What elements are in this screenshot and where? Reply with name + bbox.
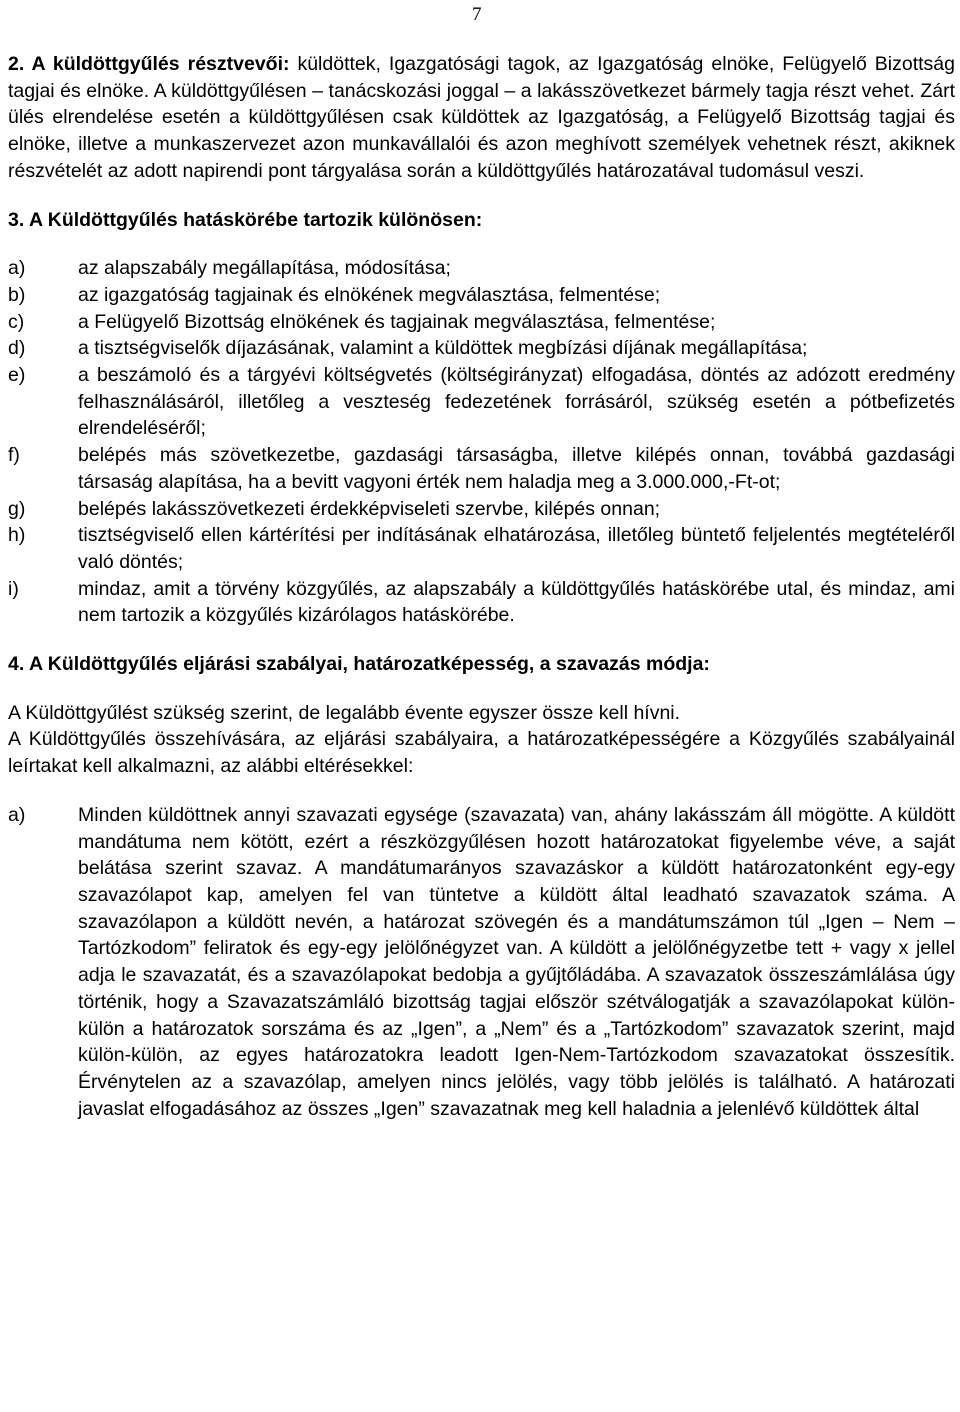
list-item: f) belépés más szövetkezetbe, gazdasági társaságba, illetve kilépés onnan, továbbá gazdasági társaság alapítása, ha a bevitt vagyoni érték nem haladja meg a 3.000.000,-Ft-ot; <box>8 444 955 493</box>
list-item: c) a Felügyelő Bizottság elnökének és tagjainak megválasztása, felmentése; <box>8 310 716 333</box>
list-item: a) Minden küldöttnek annyi szavazati egysége (szavazata) van, ahány lakásszám áll mögötte. A küldött mandátuma nem kötött, ezért a részközgyűlésen hozott határozatokat figyelembe véve, a saját belátása szerint szavaz. A mandátumarányos szavazáskor a küldött határozatonként egy-egy szavazólapot kap, amelyen fel van tüntetve a küldött által leadható szavazatok száma. A szavazólapon a küldött nevén, a határozat szövegén és a mandátumszámon túl „Igen – Nem – Tartózkodom” feliratok és egy-egy jelölőnégyzet van. A küldött a jelölőnégyzetbe tett + vagy x jellel adja le szavazatát, és a szavazólapokat bedobja a gyűjtőládába. A szavazatok összeszámlálása úgy történik, hogy a Szavazatszámláló bizottság tagjai először szétválogatják a szavazólapokat külön-külön a határozatok sorszáma és az „Igen”, a „Nem” és a „Tartózkodom” szavazatok szerint, majd külön-külön, az egyes határozatokra leadott Igen-Nem-Tartózkodom szavazatokat összesítik. Érvénytelen az a szavazólap, amelyen nincs jelölés, vagy több jelölés is található. A határozati javaslat elfogadásához az összes „Igen” szavazatnak meg kell haladnia a jelenlévő küldöttek által <box>8 803 955 1120</box>
page-number: 7 <box>472 4 482 25</box>
list-item: h) tisztségviselő ellen kártérítési per indításának elhatározása, illetőleg büntető feljelentés megtételéről való döntés; <box>8 524 955 573</box>
section-4-paragraph-2: A Küldöttgyűlés összehívására, az eljárási szabályaira, a határozatképességére a Közgyűlés szabályainál leírtakat kell alkalmazni, az alábbi eltérésekkel: <box>8 728 955 778</box>
section-3-list <box>8 255 955 629</box>
section-2-text: küldöttek, Igazgatósági tagok, az Igazgatóság elnöke, Felügyelő Bizottság tagjai és elnöke. A küldöttgyűlésen – tanácskozási joggal – a lakásszövetkezet bármely tagja részt vehet. Zárt ülés elrendelése esetén a küldöttgyűlésen csak küldöttek az Igazgatóság, a Felügyelő Bizottság tagjai és elnöke, illetve a munkaszervezet azon munkavállalói és azon meghívott személyek vehetnek részt, akiknek részvételét az adott napirendi pont tárgyalása során a küldöttgyűlés határozatával tudomásul veszi. <box>8 53 955 182</box>
list-item: d) a tisztségviselők díjazásának, valamint a küldöttek megbízási díjának megállapítása; <box>8 337 808 360</box>
list-item: a) az alapszabály megállapítása, módosítása; <box>8 257 451 280</box>
list-item: b) az igazgatóság tagjainak és elnökének megválasztása, felmentése; <box>8 283 661 306</box>
section-2-heading: 2. A küldöttgyűlés résztvevői: <box>8 53 290 75</box>
section-3-heading: 3. A Küldöttgyűlés hatáskörébe tartozik különösen: <box>8 208 483 231</box>
section-2-paragraph <box>8 51 955 185</box>
section-4-heading: 4. A Küldöttgyűlés eljárási szabályai, határozatképesség, a szavazás módja: <box>8 653 710 676</box>
section-4-list <box>8 802 955 1122</box>
list-item: e) a beszámoló és a tárgyévi költségvetés (költségirányzat) elfogadása, döntés az adózott eredmény felhasználásáról, illetőleg a veszteség fedezetének forrásáról, szükség esetén a pótbefizetés elrendeléséről; <box>8 364 955 440</box>
list-item: i) mindaz, amit a törvény közgyűlés, az alapszabály a küldöttgyűlés hatáskörébe utal, és mindaz, ami nem tartozik a közgyűlés kizárólagos hatáskörébe. <box>8 577 955 627</box>
document-body <box>8 51 955 1122</box>
section-4-paragraph-1: A Küldöttgyűlést szükség szerint, de legalább évente egyszer össze kell hívni. <box>8 701 681 724</box>
list-item: g) belépés lakásszövetkezeti érdekképviseleti szervbe, kilépés onnan; <box>8 497 661 520</box>
